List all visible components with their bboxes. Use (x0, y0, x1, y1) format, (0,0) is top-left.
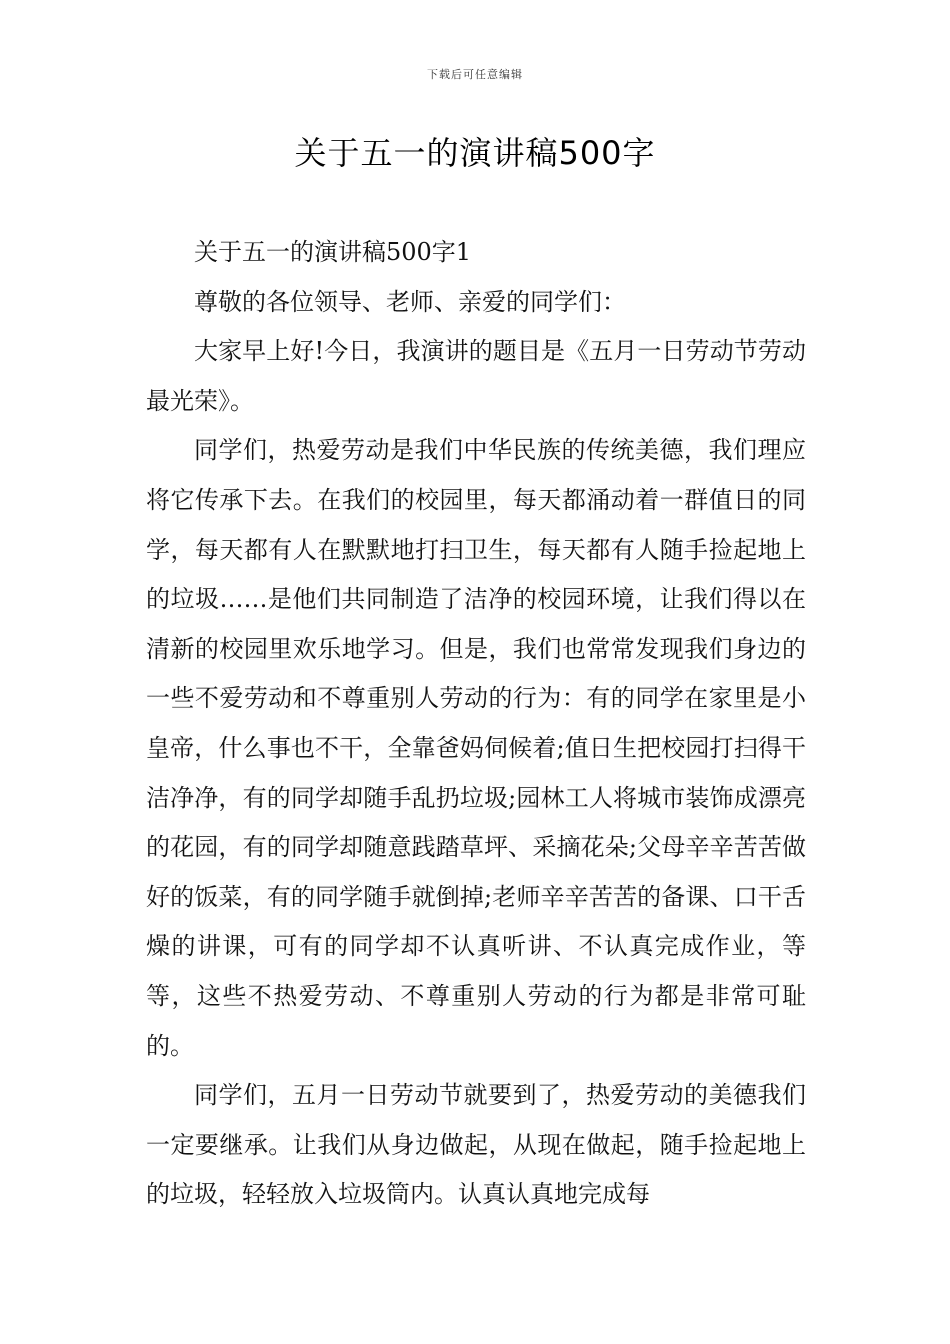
page-header-note: 下载后可任意编辑 (427, 68, 523, 81)
salutation-paragraph: 尊敬的各位领导、老师、亲爱的同学们： (194, 287, 626, 316)
document-body (146, 228, 806, 1220)
body-paragraph: 同学们，热爱劳动是我们中华民族的传统美德，我们理应将它传承下去。在我们的校园里，每天都涌动着一群值日的同学，每天都有人在默默地打扫卫生，每天都有人随手捡起地上的垃圾……是他们共同制造了洁净的校园环境，让我们得以在清新的校园里欢乐地学习。但是，我们也常常发现我们身边的一些不爱劳动和不尊重别人劳动的行为：有的同学在家里是小皇帝，什么事也不干，全靠爸妈伺候着;值日生把校园打扫得干洁净净，有的同学却随手乱扔垃圾;园林工人将城市装饰成漂亮的花园，有的同学却随意践踏草坪、采摘花朵;父母辛辛苦苦做好的饭菜，有的同学随手就倒掉;老师辛辛苦苦的备课、口干舌燥的讲课，可有的同学却不认真听讲、不认真完成作业，等等，这些不热爱劳动、不尊重别人劳动的行为都是非常可耻的。 (146, 436, 806, 1060)
greeting-paragraph: 大家早上好!今日，我演讲的题目是《五月一日劳动节劳动最光荣》。 (146, 337, 806, 415)
document-title: 关于五一的演讲稿500字 (294, 134, 656, 172)
section-heading: 关于五一的演讲稿500字1 (194, 238, 472, 266)
body-paragraph: 同学们，五月一日劳动节就要到了，热爱劳动的美德我们一定要继承。让我们从身边做起，从现在做起，随手捡起地上的垃圾，轻轻放入垃圾筒内。认真认真地完成每 (146, 1081, 806, 1209)
